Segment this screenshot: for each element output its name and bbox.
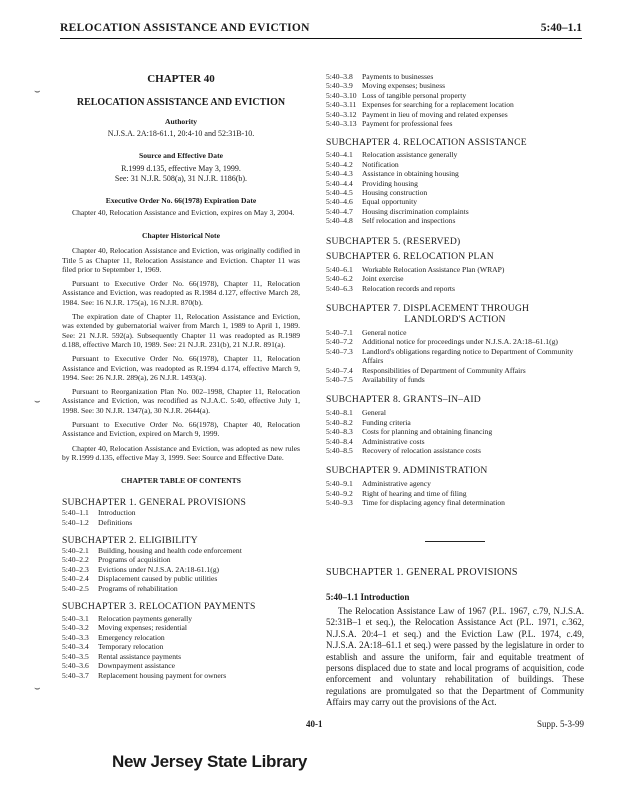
toc-item: 5:40–3.1 Relocation payments generally: [62, 614, 193, 624]
toc-item: 5:40–1.1 Introduction: [62, 508, 136, 518]
toc-item: 5:40–4.6 Equal opportunity: [326, 197, 418, 207]
history-paragraph: Chapter 40, Relocation Assistance and Eviction, was originally codified in Title 5 as Chapter 11, Relocation Assistance and Eviction. Chapter 11 was filed prior to September 1, 1969.: [62, 246, 300, 274]
toc-item: 5:40–3.7 Replacement housing payment for owners: [62, 670, 227, 680]
toc-item: 5:40–3.6 Downpayment assistance: [62, 661, 175, 671]
history-heading: Chapter Historical Note: [142, 231, 220, 241]
library-stamp: New Jersey State Library: [112, 752, 308, 771]
toc-item: 5:40–6.1 Workable Relocation Assistance Plan (WRAP): [326, 264, 505, 274]
section-divider: [425, 541, 485, 542]
subchapter-heading-cont: LANDLORD'S ACTION: [404, 313, 506, 325]
history-paragraph: Pursuant to Executive Order No. 66(1978), Chapter 11, Relocation Assistance and Eviction, was readopted as R.1994 d.174, effective March 9, 1994. See: 26 N.J.R. 289(a), 26 N.J.R. 1493(a).: [62, 354, 300, 382]
toc-item: 5:40–6.2 Joint exercise: [326, 274, 404, 284]
toc-item: 5:40–4.4 Providing housing: [326, 178, 418, 188]
running-header: [60, 22, 582, 39]
header-section: 5:40–1.1: [540, 22, 582, 34]
toc-list: [326, 408, 584, 455]
subchapter-heading: SUBCHAPTER 8. GRANTS–IN–AID: [326, 394, 481, 406]
authority-text: N.J.S.A. 2A:18-61.1, 20:4-10 and 52:31B-10.: [107, 129, 255, 138]
toc-item: 5:40–3.9 Moving expenses; business: [326, 81, 446, 91]
toc-item: 5:40–4.2 Notification: [326, 159, 399, 169]
toc-item: 5:40–8.1 General: [326, 408, 387, 418]
toc-item: 5:40–3.12 Payment in lieu of moving and related expenses: [326, 109, 508, 119]
section-body: The Relocation Assistance Law of 1967 (P.L. 1967, c.79, N.J.S.A. 52:31B–1 et seq.), the Relocation Assistance Act (P.L. 1971, c.362, N.J.S.A. 20:4–1 et seq.) and the Eviction Law (P.L. 1974, c.49, N.J.S.A. 2A:18–61.1 et seq.) were passed by the legislature in order to establish and assure the uniform, fair and equitable treatment of persons displaced due to state and local programs of acquisition, code enforcement and voluntary rehabilitation of buildings. These regulations are promulgated so that the Department of Community Affairs may carry out the provisions of the Act.: [326, 606, 584, 708]
history-paragraph: Pursuant to Reorganization Plan No. 002–1998, Chapter 11, Relocation Assistance and Eviction, was recodified as N.J.A.C. 5:40, effective July 1, 1998. See: 30 N.J.R. 1347(a), 30 N.J.R. 2644(a).: [62, 387, 300, 415]
toc-item: 5:40–7.4 Responsibilities of Department of Community Affairs: [326, 365, 526, 375]
eo-heading: Executive Order No. 66(1978) Expiration Date: [105, 196, 257, 205]
toc-item: 5:40–3.2 Moving expenses; residential: [62, 623, 187, 633]
toc-item: 5:40–4.7 Housing discrimination complaints: [326, 206, 469, 216]
toc-list: [326, 328, 584, 384]
toc-item: 5:40–3.4 Temporary relocation: [62, 642, 164, 652]
subchapter-heading: SUBCHAPTER 4. RELOCATION ASSISTANCE: [326, 137, 527, 149]
toc-list: [326, 265, 584, 293]
toc-item: 5:40–4.8 Self relocation and inspections: [326, 216, 456, 226]
right-column: [326, 72, 584, 508]
chapter-number: CHAPTER 40: [147, 73, 215, 85]
toc-list: [326, 479, 584, 507]
toc-list: [62, 546, 300, 593]
toc-item: 5:40–8.4 Administrative costs: [326, 436, 425, 446]
page-number: 40-1: [306, 719, 323, 729]
source-line: R.1999 d.135, effective May 3, 1999.: [121, 164, 241, 173]
subchapter-heading: SUBCHAPTER 6. RELOCATION PLAN: [326, 250, 494, 262]
toc-item: 5:40–3.5 Rental assistance payments: [62, 651, 182, 661]
toc-item: 5:40–4.3 Assistance in obtaining housing: [326, 169, 459, 179]
toc-item: 5:40–2.4 Displacement caused by public utilities: [62, 574, 218, 584]
toc-item: 5:40–7.2 Additional notice for proceedings under N.J.S.A. 2A:18–61.1(g): [326, 337, 558, 347]
history-paragraph: Pursuant to Executive Order No. 66(1978), Chapter 11, Relocation Assistance and Eviction, was readopted as R.1984 d.127, effective March 28, 1984. See: 16 N.J.R. 175(a), 16 N.J.R. 870(b).: [62, 279, 300, 307]
toc-list: [62, 508, 300, 527]
toc-item: 5:40–3.3 Emergency relocation: [62, 632, 165, 642]
toc-item: 5:40–6.3 Relocation records and reports: [326, 283, 455, 293]
section-heading: 5:40–1.1 Introduction: [326, 592, 410, 602]
subchapter-heading-body: SUBCHAPTER 1. GENERAL PROVISIONS: [326, 567, 518, 578]
source-heading: Source and Effective Date: [138, 151, 223, 160]
toc-item: 5:40–2.5 Programs of rehabilitation: [62, 583, 178, 593]
toc-list: [62, 614, 300, 680]
toc-item: 5:40–2.2 Programs of acquisition: [62, 555, 171, 565]
history-paragraph: The expiration date of Chapter 11, Relocation Assistance and Eviction, was extended by gubernatorial waiver from March 1, 1989 to April 1, 1989. See: 21 N.J.R. 592(a). Subsequently Chapter 11 was readopted as R.1989 d.188, effective March 10, 1989. See: 21 N.J.R. 231(b), 21 N.J.R. 891(a).: [62, 312, 300, 349]
toc-item: 5:40–1.2 Definitions: [62, 517, 133, 527]
toc-item: 5:40–3.8 Payments to businesses: [326, 72, 434, 81]
history-paragraph: Pursuant to Executive Order No. 66(1978), Chapter 40, Relocation Assistance and Eviction, expired on March 9, 1999.: [62, 420, 300, 439]
authority-heading: Authority: [164, 117, 198, 126]
toc-item: 5:40–3.13 Payment for professional fees: [326, 119, 453, 129]
source-line: See: 31 N.J.R. 508(a), 31 N.J.R. 1186(b).: [114, 174, 248, 183]
toc-item: 5:40–4.5 Housing construction: [326, 188, 428, 198]
eo-text: Chapter 40, Relocation Assistance and Eviction, expires on May 3, 2004.: [72, 208, 295, 217]
supplement-date: Supp. 5-3-99: [537, 719, 584, 729]
chapter-title: RELOCATION ASSISTANCE AND EVICTION: [76, 97, 286, 108]
toc-item: 5:40–7.3 Landlord's obligations regarding notice to Department of Community Affairs: [326, 346, 574, 366]
subchapter-heading: SUBCHAPTER 9. ADMINISTRATION: [326, 465, 488, 477]
toc-item: 5:40–3.10 Loss of tangible personal property: [326, 90, 467, 100]
toc-item: 5:40–9.1 Administrative agency: [326, 479, 431, 489]
subchapter-heading: SUBCHAPTER 7. DISPLACEMENT THROUGH: [326, 302, 530, 314]
toc-item: 5:40–2.1 Building, housing and health code enforcement: [62, 546, 242, 556]
header-title: RELOCATION ASSISTANCE AND EVICTION: [60, 22, 310, 34]
toc-item: 5:40–2.3 Evictions under N.J.S.A. 2A:18-61.1(g): [62, 564, 220, 574]
toc-item: 5:40–4.1 Relocation assistance generally: [326, 150, 458, 160]
toc-item: 5:40–9.3 Time for displacing agency final determination: [326, 498, 505, 508]
toc-item: 5:40–8.3 Costs for planning and obtaining financing: [326, 427, 493, 437]
subchapter-heading: SUBCHAPTER 3. RELOCATION PAYMENTS: [62, 601, 256, 613]
toc-list: [326, 72, 584, 128]
margin-mark: ⌣: [34, 86, 41, 97]
subchapter-heading: SUBCHAPTER 1. GENERAL PROVISIONS: [62, 497, 247, 509]
subchapter-heading: SUBCHAPTER 2. ELIGIBILITY: [62, 535, 198, 547]
history-paragraph: Chapter 40, Relocation Assistance and Eviction, was adopted as new rules by R.1999 d.135, effective May 3, 1999. See: Source and Effective Date.: [62, 443, 300, 462]
toc-item: 5:40–9.2 Right of hearing and time of filing: [326, 488, 467, 498]
margin-mark: ⌣: [34, 396, 41, 407]
toc-item: 5:40–7.1 General notice: [326, 327, 407, 337]
toc-item: 5:40–3.11 Expenses for searching for a replacement location: [326, 100, 514, 110]
left-column: [62, 73, 300, 680]
toc-list: [326, 150, 584, 225]
toc-item: 5:40–8.2 Funding criteria: [326, 417, 411, 427]
toc-item: 5:40–8.5 Recovery of relocation assistance costs: [326, 445, 481, 455]
margin-mark: ⌣: [34, 683, 41, 694]
toc-heading: CHAPTER TABLE OF CONTENTS: [121, 476, 241, 486]
subchapter-heading: SUBCHAPTER 5. (RESERVED): [326, 235, 461, 247]
toc-item: 5:40–7.5 Availability of funds: [326, 374, 425, 384]
